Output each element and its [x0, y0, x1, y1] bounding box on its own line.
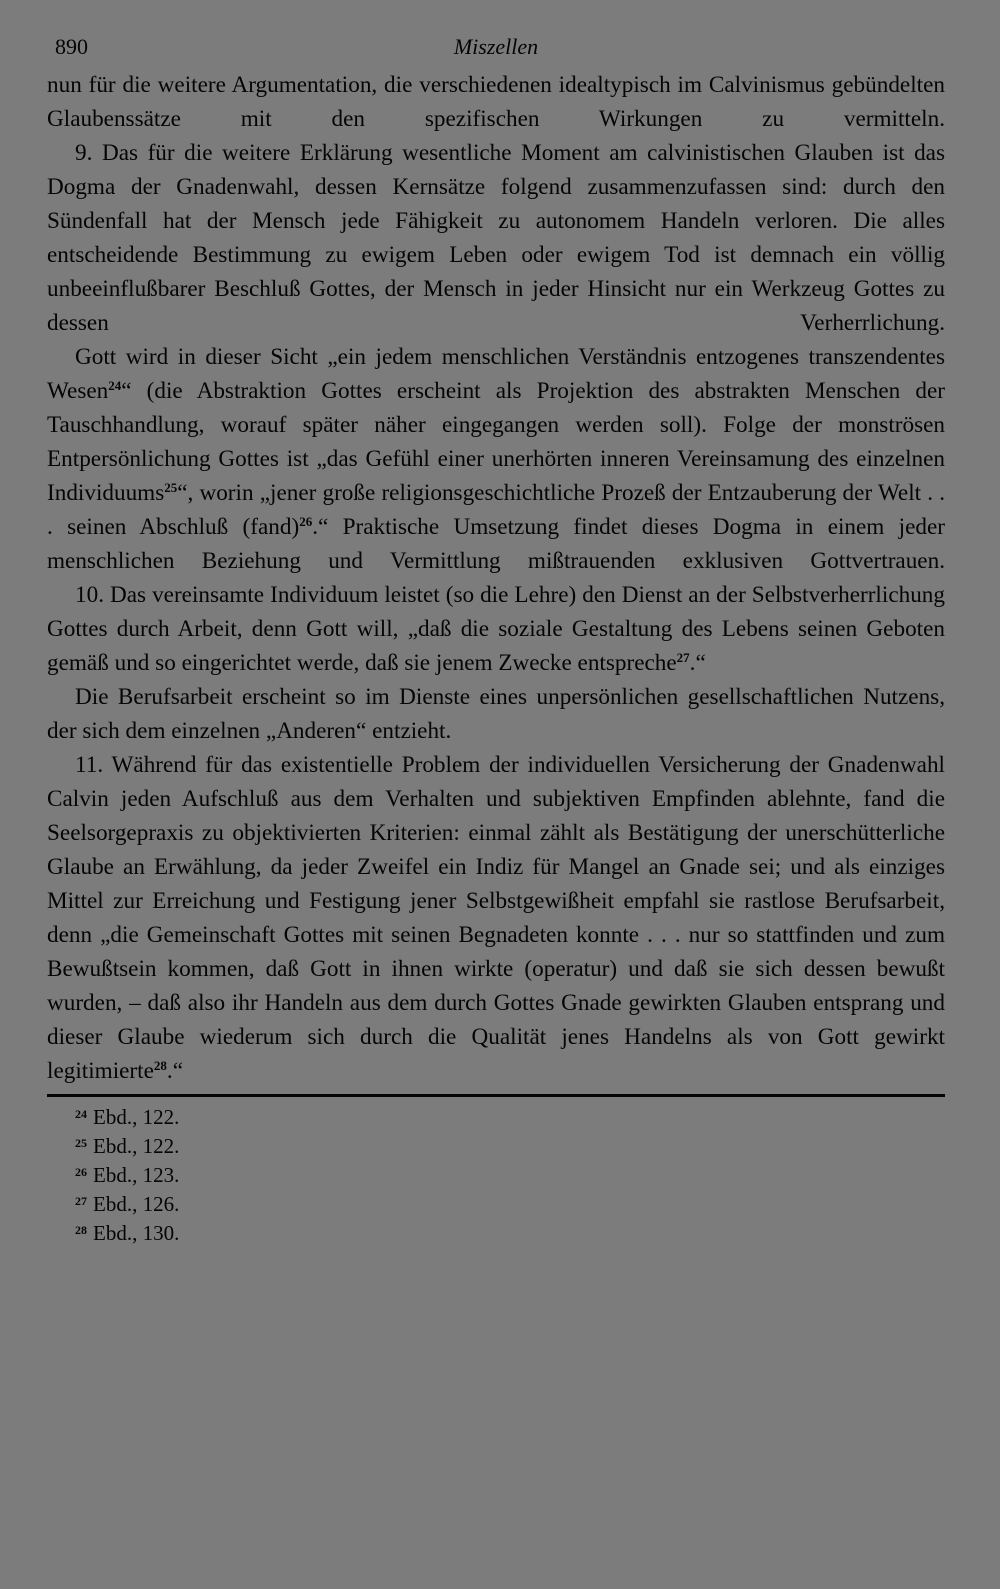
footnote-ref: 24: [108, 378, 122, 393]
paragraph: nun für die weitere Argumentation, die verschiedenen idealtypisch im Calvinismus gebündelten Glaubenssätze mit den spezifischen Wirkungen zu vermitteln.: [47, 72, 945, 132]
paragraph-text: 10. Das vereinsamte Individuum leistet (so die Lehre) den Dienst an der Selbstverherrlichung Gottes durch Arbeit, denn Gott will, „daß die soziale Gestaltung des Lebens seinen Geboten gemäß und so eingerichtet werde, daß sie jenem Zwecke entspreche: [47, 582, 945, 676]
paragraph: [47, 340, 945, 578]
footnote-text: Ebd., 123.: [93, 1163, 180, 1187]
paragraph-text: “ (die Abstraktion Gottes erscheint als Projektion des abstrakten Menschen der Tauschhandlung, worauf später näher eingegangen werden soll). Folge der monströsen Entpersönlichung Gottes ist „das Gefühl einer unerhörten inneren Vereinsamung des einzelnen Individuums: [47, 378, 945, 506]
document-page: [47, 34, 945, 1248]
footnote-divider: [47, 1094, 945, 1097]
footnote-marker: 28: [75, 1223, 87, 1237]
paragraph-text: .“: [166, 1058, 183, 1084]
footnote: [75, 1132, 945, 1161]
page-header: [47, 34, 945, 68]
paragraph-text: Gott wird in dieser Sicht „ein jedem menschlichen Verständnis entzogenes transzendentes Wesen: [47, 344, 945, 404]
footnote-marker: 24: [75, 1107, 87, 1121]
paragraph-text: .“: [689, 650, 706, 676]
footnotes: [47, 1103, 945, 1248]
footnote: [75, 1219, 945, 1248]
paragraph: 9. Das für die weitere Erklärung wesentliche Moment am calvinistischen Glauben ist das Dogma der Gnadenwahl, dessen Kernsätze folgend zusammenzufassen sind: durch den Sündenfall hat der Mensch jede Fähigkeit zu autonomem Handeln verloren. Die alles entscheidende Bestimmung zu ewigem Leben oder ewigem Tod ist demnach ein völlig unbeeinflußbarer Beschluß Gottes, der Mensch in jeder Hinsicht nur ein Werkzeug Gottes zu dessen Verherrlichung.: [47, 140, 945, 336]
running-title: Miszellen: [453, 34, 539, 59]
footnote-text: Ebd., 122.: [93, 1134, 180, 1158]
footnote-marker: 26: [75, 1165, 87, 1179]
body-text: [47, 68, 945, 1088]
footnote-ref: 25: [164, 480, 178, 495]
footnote-text: Ebd., 126.: [93, 1192, 180, 1216]
footnote: [75, 1161, 945, 1190]
paragraph-text: 11. Während für das existentielle Problem der individuellen Versicherung der Gnadenwahl Calvin jeden Aufschluß aus dem Verhalten und subjektiven Empfinden ablehnte, fand die Seelsorgepraxis zu objektivierten Kriterien: einmal zählt als Bestätigung der unerschütterliche Glaube an Erwählung, da jeder Zweifel ein Indiz für Mangel an Gnade sei; und als einziges Mittel zur Erreichung und Festigung jener Selbstgewißheit empfahl sie rastlose Berufsarbeit, denn „die Gemeinschaft Gottes mit seinen Begnadeten konnte . . . nur so stattfinden und zum Bewußtsein kommen, daß Gott in ihnen wirkte (operatur) und daß sie sich dessen bewußt wurden, – daß also ihr Handeln aus dem durch Gottes Gnade gewirkten Glauben entsprang und dieser Glaube wiederum sich durch die Qualität jenes Handelns als von Gott gewirkt legitimierte: [47, 752, 945, 1084]
footnote-text: Ebd., 122.: [93, 1105, 180, 1129]
footnote-ref: 26: [299, 514, 313, 529]
paragraph-text: .“ Praktische Umsetzung findet dieses Dogma in einem jeder menschlichen Beziehung und Vermittlung mißtrauenden exklusiven Gottvertrauen.: [47, 514, 945, 574]
footnote: [75, 1103, 945, 1132]
paragraph-text: “, worin „jener große religionsgeschichtliche Prozeß der Entzauberung der Welt . . . seinen Abschluß (fand): [47, 480, 945, 540]
page-number: 890: [55, 34, 88, 59]
paragraph: [47, 578, 945, 680]
paragraph: [47, 748, 945, 1088]
footnote-marker: 27: [75, 1194, 87, 1208]
footnote-ref: 28: [153, 1058, 167, 1073]
paragraph: Die Berufsarbeit erscheint so im Dienste eines unpersönlichen gesellschaftlichen Nutzens, der sich dem einzelnen „Anderen“ entzieht.: [47, 684, 945, 744]
footnote-ref: 27: [676, 650, 690, 665]
footnote: [75, 1190, 945, 1219]
footnote-text: Ebd., 130.: [93, 1221, 180, 1245]
footnote-marker: 25: [75, 1136, 87, 1150]
